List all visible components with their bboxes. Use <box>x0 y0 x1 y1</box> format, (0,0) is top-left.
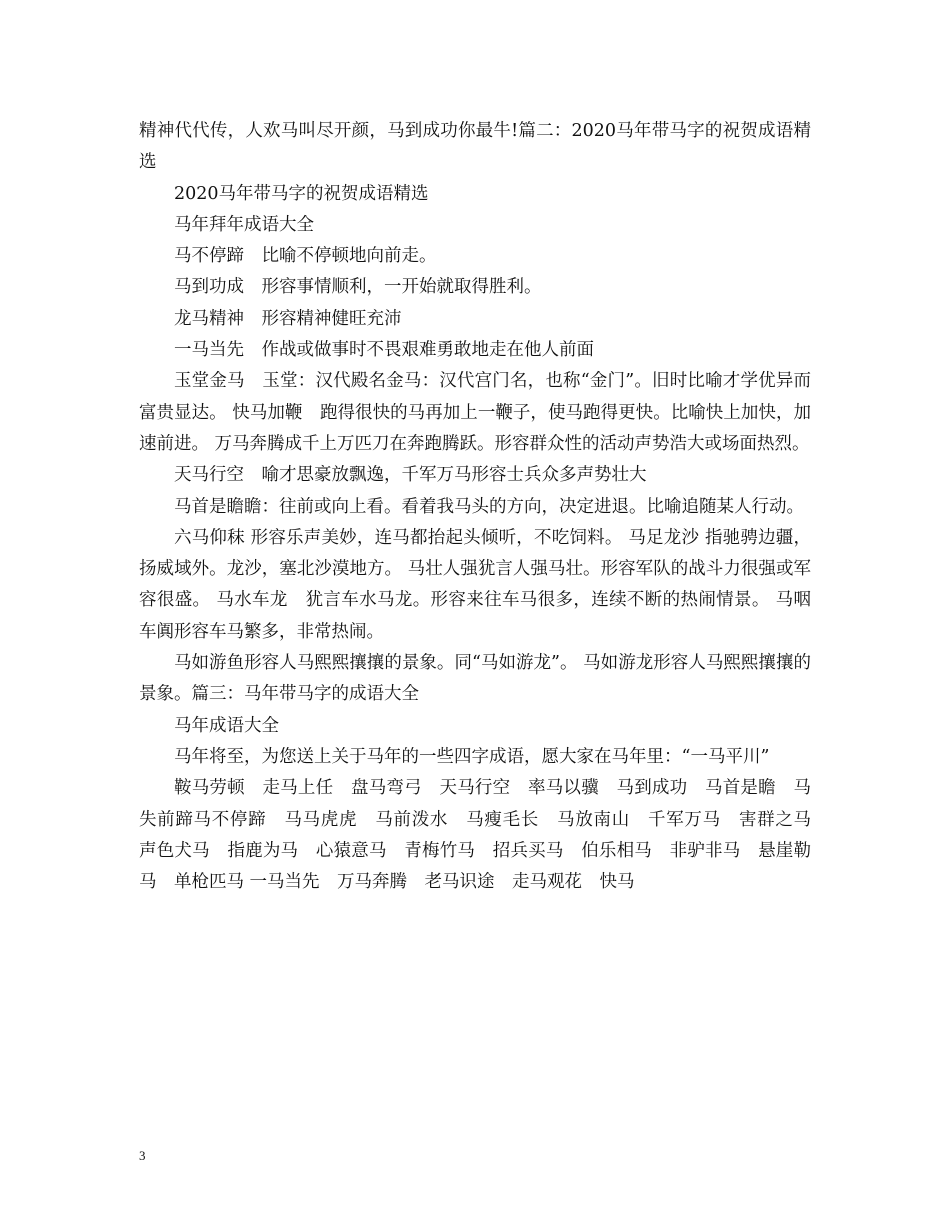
section-heading: 马年成语大全 <box>174 715 279 736</box>
idiom-entry: 龙马精神 形容精神健旺充沛 <box>174 308 402 329</box>
idiom-list: 鞍马劳顿 走马上任 盘马弯弓 天马行空 率马以骥 马到成功 马首是瞻 马失前蹄马不停蹄 马马虎虎 马前泼水 马瘦毛长 马放南山 千军万马 害群之马 声色犬马 指鹿为马 心猿意马 青梅竹马 招兵买马 伯乐相马 非驴非马 悬崖勒马 单枪匹马 一马当先 万马奔腾 老马识途 走马观花 快马 <box>139 778 829 893</box>
idiom-paragraph: 六马仰秣 形容乐声美妙，连马都抬起头倾听，不吃饲料。 马足龙沙 指驰骋边疆，扬威域外。龙沙，塞北沙漠地方。 马壮人强犹言人强马壮。形容军队的战斗力很强或军容很盛。 马水车龙 犹言车水马龙。形容来往车马很多，连续不断的热闹情景。 马咽车阗形容车马繁多，非常热闹。 <box>139 527 811 642</box>
idiom-paragraph: 马如游鱼形容人马熙熙攘攘的景象。同“马如游龙”。 马如游龙形容人马熙熙攘攘的景象。篇三：马年带马字的成语大全 <box>139 653 811 705</box>
idiom-entry: 马到功成 形容事情顺利，一开始就取得胜利。 <box>174 277 542 298</box>
page-number: 3 <box>139 1148 146 1163</box>
document-body <box>139 116 829 898</box>
idiom-entry: 一马当先 作战或做事时不畏艰难勇敢地走在他人前面 <box>174 340 594 361</box>
section-heading: 2020马年带马字的祝贺成语精选 <box>174 183 429 204</box>
idiom-entry: 天马行空 喻才思豪放飘逸，千军万马形容士兵众多声势壮大 <box>174 465 647 486</box>
paragraph-continuation: 精神代代传，人欢马叫尽开颜，马到成功你最牛!篇二：2020马年带马字的祝贺成语精选 <box>139 121 811 173</box>
subsection-heading: 马年拜年成语大全 <box>174 214 314 235</box>
idiom-paragraph: 马首是瞻瞻：往前或向上看。看着我马头的方向，决定进退。比喻追随某人行动。 <box>174 496 804 517</box>
idiom-entry: 马不停蹄 比喻不停顿地向前走。 <box>174 246 437 267</box>
idiom-paragraph: 玉堂金马 玉堂：汉代殿名金马：汉代宫门名，也称“金门”。旧时比喻才学优异而富贵显达。 快马加鞭 跑得很快的马再加上一鞭子，使马跑得更快。比喻快上加快，加速前进。 万马奔腾成千上万匹刀在奔跑腾跃。形容群众性的活动声势浩大或场面热烈。 <box>139 371 811 454</box>
intro-paragraph: 马年将至，为您送上关于马年的一些四字成语，愿大家在马年里：“一马平川” <box>174 746 770 767</box>
